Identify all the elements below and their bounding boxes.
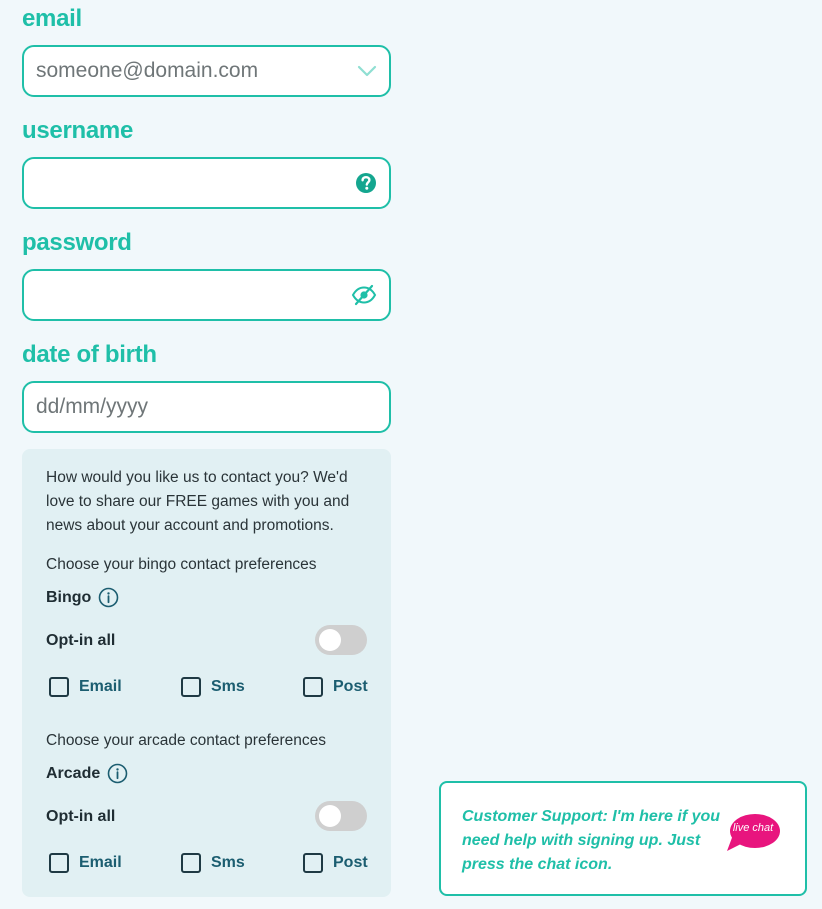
arcade-optin-label: Opt-in all (46, 808, 116, 825)
dob-field[interactable] (22, 381, 391, 433)
username-label: username (22, 117, 133, 144)
arcade-email-option[interactable] (49, 853, 122, 873)
bingo-title (46, 587, 119, 608)
arcade-email-checkbox[interactable] (49, 853, 69, 873)
bingo-email-label: Email (79, 678, 122, 695)
live-chat-label: live chat (732, 822, 774, 834)
email-field[interactable] (22, 45, 391, 97)
password-label: password (22, 229, 132, 256)
support-message: Customer Support: I'm here if you need help with signing up. Just press the chat icon. (462, 808, 721, 873)
chat-bubble-icon (725, 813, 781, 855)
bingo-options (49, 677, 369, 701)
bingo-post-checkbox[interactable] (303, 677, 323, 697)
info-icon[interactable] (107, 763, 128, 784)
arcade-optin-toggle[interactable] (315, 801, 367, 831)
bingo-email-checkbox[interactable] (49, 677, 69, 697)
bingo-sms-checkbox[interactable] (181, 677, 201, 697)
arcade-sms-checkbox[interactable] (181, 853, 201, 873)
arcade-options (49, 853, 369, 877)
arcade-title-label: Arcade (46, 764, 101, 782)
arcade-post-checkbox[interactable] (303, 853, 323, 873)
toggle-knob (319, 629, 341, 651)
arcade-post-option[interactable] (303, 853, 368, 873)
username-field[interactable] (22, 157, 391, 209)
arcade-sms-option[interactable] (181, 853, 245, 873)
arcade-post-label: Post (333, 854, 368, 871)
customer-support-box (439, 781, 807, 896)
bingo-optin-toggle[interactable] (315, 625, 367, 655)
bingo-sms-label: Sms (211, 678, 245, 695)
arcade-sms-label: Sms (211, 854, 245, 871)
contact-preferences-panel (22, 449, 391, 897)
bingo-sms-option[interactable] (181, 677, 245, 697)
question-circle-icon[interactable] (355, 172, 377, 194)
eye-slash-icon[interactable] (351, 284, 377, 306)
chevron-down-icon[interactable] (357, 65, 377, 77)
bingo-prompt: Choose your bingo contact preferences (46, 556, 317, 573)
dob-label: date of birth (22, 341, 157, 368)
email-value[interactable]: someone@domain.com (36, 59, 259, 82)
bingo-title-label: Bingo (46, 588, 92, 606)
toggle-knob (319, 805, 341, 827)
info-icon[interactable] (98, 587, 119, 608)
bingo-email-option[interactable] (49, 677, 122, 697)
arcade-email-label: Email (79, 854, 122, 871)
email-label: email (22, 5, 82, 32)
live-chat-button[interactable] (725, 813, 781, 855)
arcade-title (46, 763, 128, 784)
password-field[interactable] (22, 269, 391, 321)
dob-placeholder[interactable]: dd/mm/yyyy (36, 395, 149, 418)
bingo-optin-label: Opt-in all (46, 632, 116, 649)
contact-intro-text: How would you like us to contact you? We'd love to share our FREE games with you and news about your account and promotions. (46, 469, 350, 534)
bingo-post-option[interactable] (303, 677, 368, 697)
bingo-post-label: Post (333, 678, 368, 695)
arcade-prompt: Choose your arcade contact preferences (46, 732, 327, 749)
